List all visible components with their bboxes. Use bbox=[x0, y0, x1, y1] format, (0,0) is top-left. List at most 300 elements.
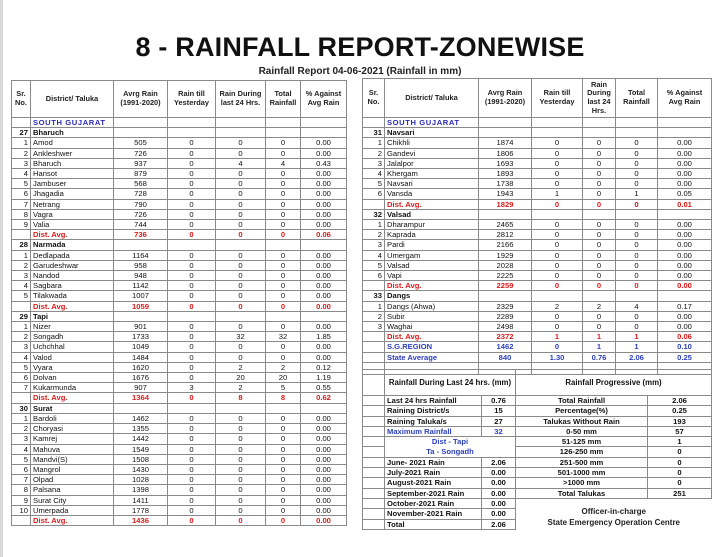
district-average-row bbox=[363, 332, 712, 342]
empty-cell bbox=[583, 209, 616, 219]
header-avg-rain: Avrg Rain (1991-2020) bbox=[114, 81, 168, 118]
taluka-name: Surat City bbox=[31, 495, 114, 505]
district-header-row bbox=[363, 291, 712, 301]
rain-last-24-cell: 0 bbox=[216, 505, 266, 515]
avg-rain-cell: 1436 bbox=[114, 515, 168, 525]
empty-cell bbox=[479, 209, 532, 219]
rain-last-24-cell: 0 bbox=[216, 281, 266, 291]
taluka-name: Dharampur bbox=[385, 220, 479, 230]
sr-cell: 2 bbox=[363, 148, 385, 158]
total-rainfall-cell: 0 bbox=[266, 260, 301, 270]
taluka-row bbox=[12, 383, 347, 393]
sr-cell: 4 bbox=[12, 352, 31, 362]
pct-against-avg-cell: 0.00 bbox=[301, 148, 347, 158]
avg-rain-cell: 2498 bbox=[479, 322, 532, 332]
pct-against-avg-cell: 0.12 bbox=[301, 362, 347, 372]
header-rain-till-yesterday: Rain till Yesterday bbox=[532, 79, 583, 118]
taluka-row bbox=[363, 220, 712, 230]
district-name: Valsad bbox=[385, 209, 479, 219]
taluka-name: Bharuch bbox=[31, 158, 114, 168]
sr-cell: 4 bbox=[363, 169, 385, 179]
avg-rain-cell: 726 bbox=[114, 209, 168, 219]
district-number: 33 bbox=[363, 291, 385, 301]
taluka-row bbox=[12, 169, 347, 179]
empty-cell bbox=[532, 118, 583, 128]
total-rainfall-cell: 0 bbox=[266, 352, 301, 362]
taluka-name: Chikhli bbox=[385, 138, 479, 148]
pct-against-avg-cell: 0.00 bbox=[301, 505, 347, 515]
pct-against-avg-cell: 0.00 bbox=[658, 169, 712, 179]
pct-against-avg-cell: 0.05 bbox=[658, 189, 712, 199]
sr-cell bbox=[363, 342, 385, 352]
total-rainfall-cell: 0 bbox=[616, 322, 658, 332]
district-name: Surat bbox=[31, 403, 114, 413]
total-rainfall-cell: 0 bbox=[266, 169, 301, 179]
header-rain-till-yesterday: Rain till Yesterday bbox=[168, 81, 216, 118]
avg-rain-cell: 1142 bbox=[114, 281, 168, 291]
sr-cell: 1 bbox=[12, 250, 31, 260]
pct-against-avg-cell: 0.00 bbox=[301, 515, 347, 525]
avg-rain-cell: 1411 bbox=[114, 495, 168, 505]
max-rainfall-value: 32 bbox=[482, 426, 516, 436]
avg-rain-cell: 1462 bbox=[114, 413, 168, 423]
pct-against-avg-cell: 0.62 bbox=[301, 393, 347, 403]
rain-till-yesterday-cell: 0 bbox=[168, 138, 216, 148]
dist-avg-label: Dist. Avg. bbox=[31, 230, 114, 240]
sr-cell: 10 bbox=[12, 505, 31, 515]
max-rainfall-label: Maximum Rainfall bbox=[385, 426, 482, 436]
pct-against-avg-cell: 0.00 bbox=[301, 301, 347, 311]
avg-rain-cell: 2028 bbox=[479, 260, 532, 270]
avg-rain-cell: 1484 bbox=[114, 352, 168, 362]
rain-till-yesterday-cell: 0 bbox=[168, 220, 216, 230]
rain-till-yesterday-cell: 0 bbox=[168, 495, 216, 505]
monthly-label: August-2021 Rain bbox=[385, 478, 482, 488]
district-number: 27 bbox=[12, 128, 31, 138]
summary-table bbox=[362, 369, 712, 530]
progressive-value: 251 bbox=[648, 488, 712, 498]
taluka-name: Mangrol bbox=[31, 464, 114, 474]
sr-cell: 3 bbox=[363, 158, 385, 168]
state-average-row bbox=[363, 352, 712, 362]
taluka-name: Valod bbox=[31, 352, 114, 362]
avg-rain-cell: 958 bbox=[114, 260, 168, 270]
rain-last-24-cell: 1 bbox=[583, 332, 616, 342]
rain-till-yesterday-cell: 0 bbox=[168, 505, 216, 515]
rain-till-yesterday-cell: 0 bbox=[532, 169, 583, 179]
rain-till-yesterday-cell: 0 bbox=[168, 148, 216, 158]
district-number: 29 bbox=[12, 311, 31, 321]
report-title: 8 - RAINFALL REPORT-ZONEWISE bbox=[135, 32, 585, 62]
rain-till-yesterday-cell: 0 bbox=[168, 485, 216, 495]
region-total-row bbox=[363, 342, 712, 352]
taluka-row bbox=[12, 179, 347, 189]
rain-till-yesterday-cell: 0 bbox=[168, 291, 216, 301]
total-rainfall-cell: 0 bbox=[616, 148, 658, 158]
district-average-row bbox=[363, 281, 712, 291]
sr-cell: 5 bbox=[12, 454, 31, 464]
rain-last-24-cell: 0 bbox=[583, 189, 616, 199]
rain-till-yesterday-cell: 1 bbox=[532, 189, 583, 199]
avg-rain-cell: 1874 bbox=[479, 138, 532, 148]
taluka-row bbox=[363, 240, 712, 250]
rain-till-yesterday-cell: 0 bbox=[532, 260, 583, 270]
taluka-row bbox=[12, 475, 347, 485]
progressive-label: Talukas Without Rain bbox=[516, 416, 648, 426]
rain-till-yesterday-cell: 0 bbox=[168, 464, 216, 474]
rain-last-24-cell: 0 bbox=[216, 475, 266, 485]
avg-rain-cell: 1943 bbox=[479, 189, 532, 199]
rain-last-24-cell: 0 bbox=[583, 250, 616, 260]
pct-against-avg-cell: 0.00 bbox=[301, 424, 347, 434]
taluka-row bbox=[363, 311, 712, 321]
taluka-row bbox=[363, 230, 712, 240]
taluka-name: Khergam bbox=[385, 169, 479, 179]
total-rainfall-cell: 1 bbox=[616, 342, 658, 352]
empty-cell bbox=[532, 291, 583, 301]
sr-cell: 5 bbox=[12, 362, 31, 372]
rain-last-24-cell: 0 bbox=[583, 322, 616, 332]
taluka-name: Gandevi bbox=[385, 148, 479, 158]
district-average-row bbox=[12, 301, 347, 311]
empty-cell bbox=[616, 209, 658, 219]
rain-till-yesterday-cell: 0 bbox=[532, 148, 583, 158]
sr-cell bbox=[363, 199, 385, 209]
taluka-row bbox=[12, 413, 347, 423]
taluka-row bbox=[12, 495, 347, 505]
rain-last-24-cell: 2 bbox=[583, 301, 616, 311]
sr-cell bbox=[363, 281, 385, 291]
avg-rain-cell: 726 bbox=[114, 148, 168, 158]
monthly-total-label: Total bbox=[385, 519, 482, 529]
rain-last-24-cell: 0 bbox=[216, 148, 266, 158]
sr-cell: 4 bbox=[363, 250, 385, 260]
monthly-value: 0.00 bbox=[482, 478, 516, 488]
empty-cell bbox=[301, 118, 347, 128]
empty-cell bbox=[216, 128, 266, 138]
avg-rain-cell: 2289 bbox=[479, 311, 532, 321]
total-rainfall-cell: 0 bbox=[266, 413, 301, 423]
avg-rain-cell: 1355 bbox=[114, 424, 168, 434]
taluka-name: Vyara bbox=[31, 362, 114, 372]
empty-cell bbox=[266, 240, 301, 250]
rain-till-yesterday-cell: 0 bbox=[532, 138, 583, 148]
header-sr: Sr. No. bbox=[12, 81, 31, 118]
taluka-name: Nandod bbox=[31, 271, 114, 281]
pct-against-avg-cell: 0.00 bbox=[658, 281, 712, 291]
total-rainfall-cell: 0 bbox=[616, 240, 658, 250]
rain-last-24-cell: 0 bbox=[216, 199, 266, 209]
avg-rain-cell: 1676 bbox=[114, 373, 168, 383]
total-rainfall-cell: 2 bbox=[266, 362, 301, 372]
rain-last-24-cell: 0 bbox=[583, 281, 616, 291]
sr-cell: 2 bbox=[12, 424, 31, 434]
dist-avg-label: Dist. Avg. bbox=[31, 301, 114, 311]
taluka-name: Umergam bbox=[385, 250, 479, 260]
dist-avg-label: Dist. Avg. bbox=[385, 281, 479, 291]
taluka-row bbox=[12, 209, 347, 219]
header-sr: Sr. No. bbox=[363, 79, 385, 118]
header-rain-last-24: Rain During last 24 Hrs. bbox=[583, 79, 616, 118]
taluka-name: Subir bbox=[385, 311, 479, 321]
total-rainfall-cell: 0 bbox=[266, 505, 301, 515]
avg-rain-cell: 1620 bbox=[114, 362, 168, 372]
taluka-row bbox=[12, 485, 347, 495]
rain-last-24-cell: 0 bbox=[216, 464, 266, 474]
rain-till-yesterday-cell: 0 bbox=[532, 220, 583, 230]
rain-last-24-cell: 0 bbox=[583, 220, 616, 230]
empty-cell bbox=[658, 209, 712, 219]
pct-against-avg-cell: 0.00 bbox=[658, 138, 712, 148]
header-district: District/ Taluka bbox=[31, 81, 114, 118]
rain-last-24-cell: 2 bbox=[216, 383, 266, 393]
pct-against-avg-cell: 1.85 bbox=[301, 332, 347, 342]
empty-cell bbox=[168, 311, 216, 321]
progressive-value: 0 bbox=[648, 478, 712, 488]
total-rainfall-cell: 2.06 bbox=[616, 352, 658, 362]
avg-rain-cell: 2372 bbox=[479, 332, 532, 342]
empty-cell bbox=[616, 291, 658, 301]
summary-value: 15 bbox=[482, 406, 516, 416]
sr-cell: 8 bbox=[12, 485, 31, 495]
sr-cell: 6 bbox=[12, 189, 31, 199]
taluka-row bbox=[363, 179, 712, 189]
taluka-row bbox=[12, 291, 347, 301]
rain-last-24-cell: 0 bbox=[216, 515, 266, 525]
empty-cell bbox=[114, 311, 168, 321]
total-rainfall-cell: 0 bbox=[266, 454, 301, 464]
pct-against-avg-cell: 0.00 bbox=[301, 434, 347, 444]
district-average-row bbox=[12, 230, 347, 240]
total-rainfall-cell: 0 bbox=[266, 291, 301, 301]
taluka-row bbox=[363, 271, 712, 281]
sr-cell: 6 bbox=[12, 464, 31, 474]
sr-cell: 1 bbox=[363, 220, 385, 230]
sr-cell: 3 bbox=[12, 158, 31, 168]
progressive-label: 501-1000 mm bbox=[516, 468, 648, 478]
rain-till-yesterday-cell: 0 bbox=[532, 311, 583, 321]
rain-till-yesterday-cell: 0 bbox=[168, 332, 216, 342]
sr-cell: 7 bbox=[12, 475, 31, 485]
rain-till-yesterday-cell: 0 bbox=[168, 230, 216, 240]
total-rainfall-cell: 0 bbox=[266, 209, 301, 219]
sr-cell: 5 bbox=[12, 179, 31, 189]
total-rainfall-cell: 0 bbox=[266, 220, 301, 230]
monthly-label: October-2021 Rain bbox=[385, 498, 482, 508]
pct-against-avg-cell: 0.00 bbox=[658, 230, 712, 240]
avg-rain-cell: 1462 bbox=[479, 342, 532, 352]
total-rainfall-cell: 0 bbox=[266, 138, 301, 148]
progressive-label: Percentage(%) bbox=[516, 406, 648, 416]
sr-cell: 3 bbox=[12, 434, 31, 444]
taluka-name: Dolvan bbox=[31, 373, 114, 383]
taluka-row bbox=[12, 373, 347, 383]
empty-cell bbox=[114, 403, 168, 413]
total-rainfall-cell: 0 bbox=[266, 475, 301, 485]
empty-cell bbox=[266, 118, 301, 128]
district-number: 28 bbox=[12, 240, 31, 250]
page-edge bbox=[0, 0, 3, 557]
taluka-name: Vagra bbox=[31, 209, 114, 219]
sr-cell bbox=[363, 332, 385, 342]
sr-cell: 2 bbox=[12, 148, 31, 158]
empty-cell bbox=[616, 128, 658, 138]
taluka-row bbox=[363, 169, 712, 179]
progressive-label: 0-50 mm bbox=[516, 426, 648, 436]
sr-cell: 8 bbox=[12, 209, 31, 219]
sr-cell: 1 bbox=[363, 138, 385, 148]
sr-cell: 2 bbox=[12, 332, 31, 342]
taluka-row bbox=[363, 158, 712, 168]
total-rainfall-cell: 0 bbox=[616, 281, 658, 291]
total-rainfall-cell: 0 bbox=[266, 515, 301, 525]
taluka-row bbox=[363, 189, 712, 199]
avg-rain-cell: 948 bbox=[114, 271, 168, 281]
rain-last-24-cell: 0 bbox=[216, 260, 266, 270]
avg-rain-cell: 1733 bbox=[114, 332, 168, 342]
progressive-value: 2.06 bbox=[648, 396, 712, 406]
monthly-label: June- 2021 Rain bbox=[385, 457, 482, 467]
avg-rain-cell: 1028 bbox=[114, 475, 168, 485]
pct-against-avg-cell: 0.00 bbox=[301, 413, 347, 423]
district-average-row bbox=[12, 393, 347, 403]
rain-last-24-cell: 0 bbox=[216, 220, 266, 230]
empty-cell bbox=[168, 118, 216, 128]
pct-against-avg-cell: 0.00 bbox=[658, 311, 712, 321]
taluka-row bbox=[363, 250, 712, 260]
sr-cell: 1 bbox=[12, 413, 31, 423]
pct-against-avg-cell: 0.00 bbox=[301, 475, 347, 485]
taluka-name: Amod bbox=[31, 138, 114, 148]
taluka-name: Jhagadia bbox=[31, 189, 114, 199]
pct-against-avg-cell: 0.06 bbox=[658, 332, 712, 342]
pct-against-avg-cell: 0.00 bbox=[658, 260, 712, 270]
avg-rain-cell: 1929 bbox=[479, 250, 532, 260]
empty-cell bbox=[616, 118, 658, 128]
rain-till-yesterday-cell: 0 bbox=[168, 393, 216, 403]
empty-cell bbox=[301, 311, 347, 321]
signature-office: State Emergency Operation Centre bbox=[547, 517, 680, 527]
empty-cell bbox=[216, 118, 266, 128]
summary-right-header: Rainfall Progressive (mm) bbox=[516, 370, 712, 396]
taluka-row bbox=[12, 342, 347, 352]
total-rainfall-cell: 0 bbox=[616, 311, 658, 321]
total-rainfall-cell: 0 bbox=[616, 230, 658, 240]
total-rainfall-cell: 0 bbox=[266, 148, 301, 158]
sr-cell: 3 bbox=[12, 342, 31, 352]
rain-last-24-cell: 0 bbox=[216, 444, 266, 454]
left-rainfall-table bbox=[11, 80, 347, 526]
taluka-row bbox=[12, 322, 347, 332]
pct-against-avg-cell: 0.00 bbox=[301, 250, 347, 260]
total-rainfall-cell: 0 bbox=[616, 169, 658, 179]
total-rainfall-cell: 0 bbox=[616, 250, 658, 260]
monthly-label: September-2021 Rain bbox=[385, 488, 482, 498]
avg-rain-cell: 1007 bbox=[114, 291, 168, 301]
rain-last-24-cell: 0 bbox=[216, 271, 266, 281]
pct-against-avg-cell: 0.00 bbox=[301, 495, 347, 505]
region-label: State Average bbox=[385, 352, 479, 362]
rain-till-yesterday-cell: 0 bbox=[168, 158, 216, 168]
taluka-name: Choryasi bbox=[31, 424, 114, 434]
report-subtitle: Rainfall Report 04-06-2021 (Rainfall in mm) bbox=[258, 66, 462, 77]
taluka-name: Pardi bbox=[385, 240, 479, 250]
rain-last-24-cell: 0 bbox=[216, 352, 266, 362]
pct-against-avg-cell: 0.25 bbox=[658, 352, 712, 362]
pct-against-avg-cell: 0.10 bbox=[658, 342, 712, 352]
total-rainfall-cell: 0 bbox=[616, 138, 658, 148]
progressive-value: 0 bbox=[648, 457, 712, 467]
taluka-row bbox=[12, 148, 347, 158]
avg-rain-cell: 1893 bbox=[479, 169, 532, 179]
total-rainfall-cell: 0 bbox=[266, 434, 301, 444]
rain-till-yesterday-cell: 0 bbox=[532, 271, 583, 281]
summary-label: Raining District/s bbox=[385, 406, 482, 416]
district-header-row bbox=[12, 311, 347, 321]
taluka-name: Dangs (Ahwa) bbox=[385, 301, 479, 311]
sr-cell: 7 bbox=[12, 383, 31, 393]
rain-last-24-cell: 0 bbox=[216, 230, 266, 240]
taluka-name: Dedlapada bbox=[31, 250, 114, 260]
avg-rain-cell: 736 bbox=[114, 230, 168, 240]
total-rainfall-cell: 0 bbox=[266, 444, 301, 454]
taluka-row bbox=[12, 464, 347, 474]
total-rainfall-cell: 1 bbox=[616, 189, 658, 199]
rain-till-yesterday-cell: 1 bbox=[532, 332, 583, 342]
avg-rain-cell: 1442 bbox=[114, 434, 168, 444]
rain-last-24-cell: 20 bbox=[216, 373, 266, 383]
rain-last-24-cell: 0 bbox=[216, 189, 266, 199]
pct-against-avg-cell: 0.00 bbox=[301, 220, 347, 230]
sr-cell bbox=[12, 230, 31, 240]
avg-rain-cell: 1398 bbox=[114, 485, 168, 495]
taluka-name: Tilakwada bbox=[31, 291, 114, 301]
avg-rain-cell: 1549 bbox=[114, 444, 168, 454]
avg-rain-cell: 1508 bbox=[114, 454, 168, 464]
total-rainfall-cell: 0 bbox=[266, 281, 301, 291]
empty-cell bbox=[266, 403, 301, 413]
rain-till-yesterday-cell: 0 bbox=[168, 434, 216, 444]
rain-till-yesterday-cell: 0 bbox=[168, 444, 216, 454]
progressive-label: 251-500 mm bbox=[516, 457, 648, 467]
rain-last-24-cell: 0 bbox=[583, 240, 616, 250]
sr-cell: 9 bbox=[12, 495, 31, 505]
summary-left-header: Rainfall During Last 24 hrs. (mm) bbox=[385, 370, 516, 396]
pct-against-avg-cell: 0.55 bbox=[301, 383, 347, 393]
avg-rain-cell: 879 bbox=[114, 169, 168, 179]
sr-cell bbox=[363, 352, 385, 362]
avg-rain-cell: 1364 bbox=[114, 393, 168, 403]
avg-rain-cell: 1049 bbox=[114, 342, 168, 352]
total-rainfall-cell: 1 bbox=[616, 332, 658, 342]
avg-rain-cell: 1829 bbox=[479, 199, 532, 209]
taluka-row bbox=[363, 322, 712, 332]
rain-last-24-cell: 0 bbox=[583, 311, 616, 321]
total-rainfall-cell: 0 bbox=[266, 250, 301, 260]
monthly-value: 0.00 bbox=[482, 498, 516, 508]
avg-rain-cell: 907 bbox=[114, 383, 168, 393]
avg-rain-cell: 744 bbox=[114, 220, 168, 230]
header-district: District/ Taluka bbox=[385, 79, 479, 118]
rain-last-24-cell: 0 bbox=[216, 138, 266, 148]
rain-last-24-cell: 0 bbox=[583, 230, 616, 240]
district-name: Navsari bbox=[385, 128, 479, 138]
taluka-name: Umerpada bbox=[31, 505, 114, 515]
monthly-value: 0.00 bbox=[482, 468, 516, 478]
monthly-value: 0.00 bbox=[482, 509, 516, 519]
total-rainfall-cell: 0 bbox=[266, 189, 301, 199]
rain-till-yesterday-cell: 0 bbox=[168, 352, 216, 362]
